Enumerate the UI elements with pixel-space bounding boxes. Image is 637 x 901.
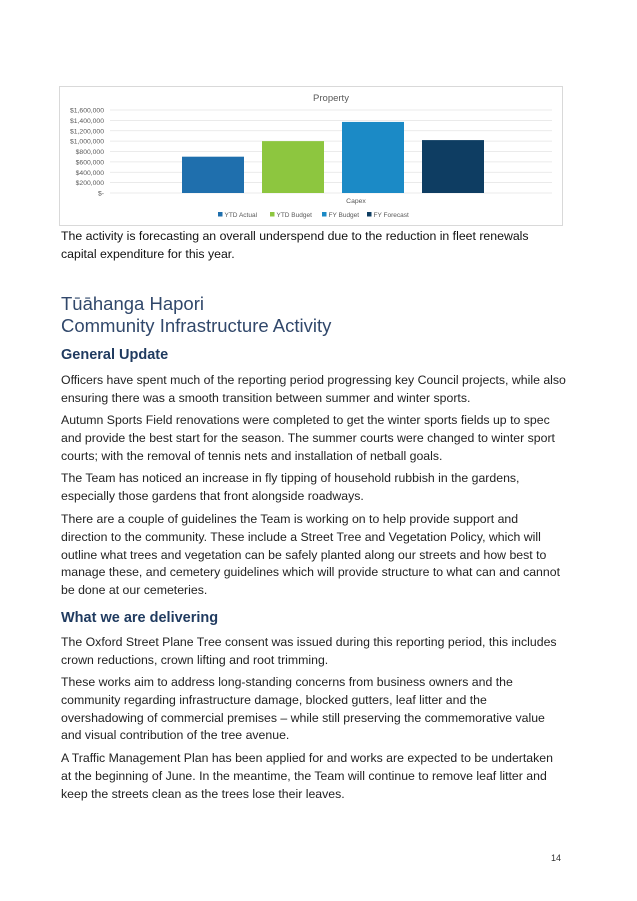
legend-label: YTD Actual bbox=[224, 212, 258, 219]
y-tick-label: $1,400,000 bbox=[69, 117, 104, 125]
y-tick-label: $600,000 bbox=[75, 159, 104, 167]
legend-label: FY Budget bbox=[328, 212, 360, 219]
y-tick-label: $200,000 bbox=[75, 180, 104, 188]
y-tick-label: $400,000 bbox=[75, 169, 104, 177]
chart-caption: The activity is forecasting an overall underspend due to the reduction in fleet renewals capital expenditure for this year. bbox=[61, 229, 529, 261]
y-tick-label: $1,600,000 bbox=[69, 107, 104, 115]
general-update-paragraph: There are a couple of guidelines the Team is working on to help provide support and direction to the community. These include a Street Tree and Vegetation Policy, which will outline what trees and vegetation can be safely planted along our streets and how best to manage these, and cemetery guidelines which will provide structure to what can and cannot be done at our cemeteries. bbox=[61, 512, 560, 598]
legend-swatch bbox=[218, 212, 223, 217]
page-number: 14 bbox=[551, 853, 562, 863]
delivering-heading: What we are delivering bbox=[61, 610, 219, 626]
general-update-paragraph: Autumn Sports Field renovations were completed to get the winter sports fields up to spec and provide the best start for the season. The summer courts were changed to winter sport courts; with the removal of tennis nets and installation of netball goals. bbox=[61, 413, 555, 463]
chart-svg bbox=[60, 87, 562, 225]
x-category-label: Capex bbox=[346, 198, 366, 205]
y-tick-label: $1,200,000 bbox=[69, 128, 104, 136]
general-update-paragraph: The Team has noticed an increase in fly tipping of household rubbish in the gardens, especially those gardens that front alongside roadways. bbox=[61, 471, 520, 503]
legend-swatch bbox=[367, 212, 372, 217]
legend-swatch bbox=[322, 212, 327, 217]
bar-ytd-budget bbox=[262, 141, 324, 193]
section-title-maori: Tūāhanga Hapori bbox=[61, 293, 204, 314]
y-tick-label: $- bbox=[97, 190, 104, 198]
bar-fy-forecast bbox=[422, 140, 484, 193]
y-tick-label: $800,000 bbox=[75, 149, 104, 156]
general-update-paragraph: Officers have spent much of the reporting period progressing key Council projects, while also ensuring there was a smooth transition between summer and winter sports. bbox=[61, 373, 566, 405]
legend-label: YTD Budget bbox=[276, 212, 312, 219]
general-update-heading: General Update bbox=[61, 347, 169, 363]
legend-label: FY Forecast bbox=[373, 212, 409, 219]
chart-title: Property bbox=[313, 93, 349, 104]
legend-swatch bbox=[270, 212, 275, 217]
delivering-paragraph: These works aim to address long-standing concerns from business owners and the community regarding infrastructure damage, blocked gutters, leaf litter and the overshadowing of commercial premises – while still preserving the commemorative value and visual contribution of the tree avenue. bbox=[61, 675, 545, 743]
delivering-paragraph: A Traffic Management Plan has been applied for and works are expected to be undertaken at the beginning of June. In the meantime, the Team will continue to remove leaf litter and keep the streets clean as the trees lose their leaves. bbox=[61, 751, 553, 801]
bar-fy-budget bbox=[342, 122, 404, 193]
bar-ytd-actual bbox=[182, 157, 244, 193]
property-chart bbox=[59, 86, 563, 226]
y-tick-label: $1,000,000 bbox=[69, 138, 104, 146]
delivering-paragraph: The Oxford Street Plane Tree consent was issued during this reporting period, this includes crown reductions, crown lifting and root trimming. bbox=[61, 635, 557, 667]
section-title-english: Community Infrastructure Activity bbox=[61, 315, 332, 336]
